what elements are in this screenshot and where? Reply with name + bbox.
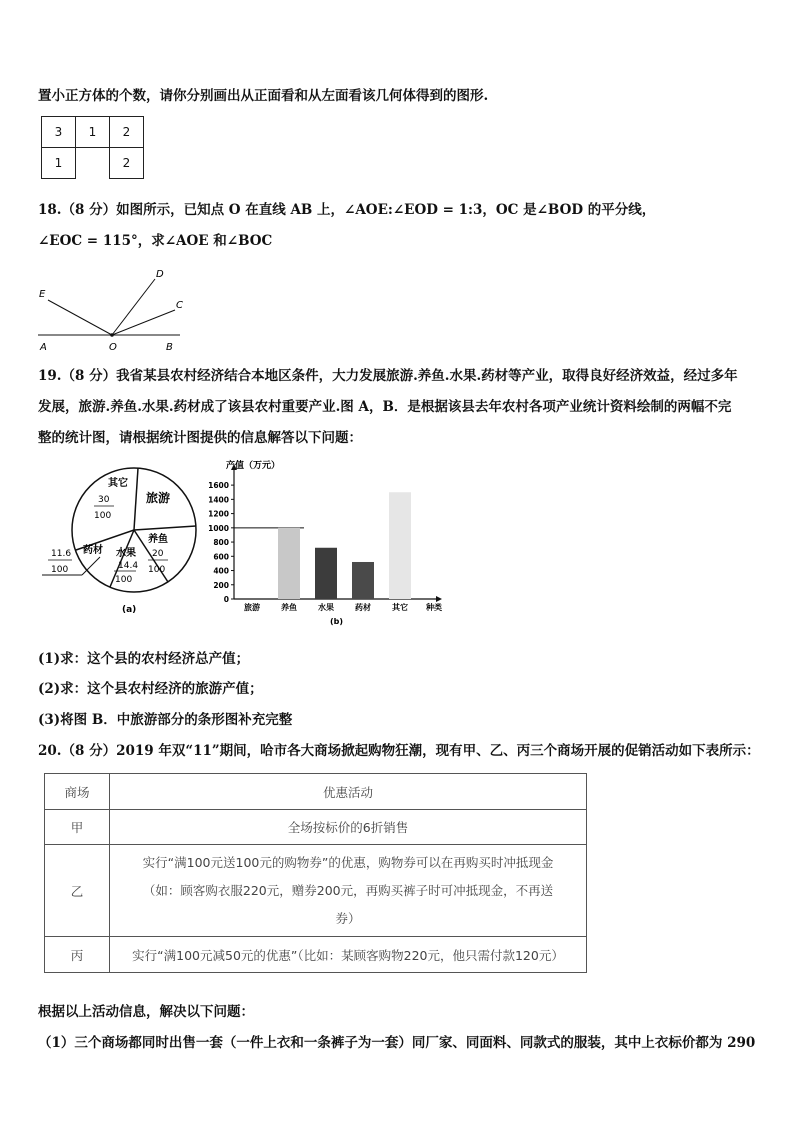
- activity-text: 全场按标价的6折销售: [110, 810, 587, 845]
- y-tick-label: 1000: [208, 523, 229, 533]
- label-b: B: [166, 342, 173, 352]
- activity-text: 实行“满100元减50元的优惠”（比如：某顾客购物220元，他只需付款120元）: [110, 937, 587, 973]
- label-e: E: [39, 289, 46, 300]
- label-d: D: [156, 269, 164, 280]
- bar-2: [315, 548, 337, 599]
- ray-oe: [48, 300, 112, 335]
- store-name: 甲: [45, 810, 110, 845]
- y-tick-label: 0: [223, 595, 229, 604]
- y-tick-label: 200: [213, 580, 229, 590]
- intro-text: 置小正方体的个数，请你分别画出从正面看和从左面看该几何体得到的图形.: [38, 88, 489, 104]
- q18-line1: 18.（8 分）如图所示，已知点 O 在直线 AB 上，∠AOE:∠EOD = 1:3，OC 是∠BOD 的平分线，: [38, 202, 656, 218]
- pie-divider: [134, 526, 196, 530]
- q19-line1: 19.（8 分）我省某县农村经济结合本地区条件，大力发展旅游.养鱼.水果.药材等产业，取得良好经济效益，经过多年: [38, 368, 738, 384]
- category-label: 旅游: [244, 603, 260, 612]
- grid-cell: 3: [42, 117, 76, 148]
- grid-cell: 1: [76, 117, 110, 148]
- cube-count-grid: [41, 116, 144, 179]
- x-axis-label: 种类: [426, 603, 442, 612]
- label-a: A: [40, 342, 47, 352]
- q19-line2: 发展，旅游.养鱼.水果.药材成了该县农村重要产业.图 A，B．是根据该县去年农村各项产业统计资料绘制的两幅不完: [38, 399, 732, 415]
- pie-divider: [134, 468, 138, 530]
- y-axis-label: 产值（万元）: [226, 461, 281, 471]
- pie-caption: (a): [122, 605, 137, 615]
- activity-line: 券）: [335, 910, 361, 926]
- slice-fruit-label: 水果: [116, 548, 136, 559]
- bar-caption: (b): [330, 617, 344, 626]
- category-label: 养鱼: [281, 603, 297, 612]
- label-c: C: [176, 300, 183, 311]
- bar-1: [278, 528, 300, 599]
- slice-other-den: 100: [94, 511, 112, 521]
- q19-line3: 整的统计图，请根据统计图提供的信息解答以下问题：: [38, 430, 362, 446]
- q18-line2: ∠EOC = 115°，求∠AOE 和∠BOC: [38, 233, 273, 249]
- label-o: O: [109, 342, 117, 352]
- header-store: 商场: [45, 774, 110, 810]
- angle-diagram: [30, 262, 200, 352]
- grid-cell: 2: [110, 117, 144, 148]
- activity-line: （如：顾客购衣服220元，赠券200元，再购买裤子时可冲抵现金，不再送: [142, 882, 554, 898]
- y-tick-label: 600: [213, 552, 229, 562]
- q19-sub2: (2)求：这个县农村经济的旅游产值；: [38, 681, 263, 697]
- category-labels: [244, 602, 408, 612]
- promotion-table: [44, 773, 587, 973]
- slice-herb-num: 11.6: [51, 549, 72, 559]
- slice-herb-den: 100: [51, 565, 69, 575]
- y-tick-label: 1200: [208, 509, 229, 519]
- q20-after: 根据以上活动信息，解决以下问题：: [38, 1004, 254, 1020]
- q20-line1: 20.（8 分）2019 年双“11”期间，哈市各大商场掀起购物狂潮，现有甲、乙、丙三个商场开展的促销活动如下表所示：: [38, 743, 760, 759]
- y-tick-label: 1600: [208, 481, 229, 491]
- q19-sub1: (1)求：这个县的农村经济总产值；: [38, 651, 250, 667]
- leader-line: [82, 557, 100, 575]
- activity-text: [110, 845, 587, 937]
- bars: [278, 492, 411, 599]
- grid-cell: 2: [110, 148, 144, 179]
- grid-cell: [76, 148, 110, 179]
- point-o: [110, 333, 114, 337]
- grid-cell: 1: [42, 148, 76, 179]
- slice-other-num: 30: [98, 495, 110, 505]
- slice-herb-label: 药材: [83, 545, 103, 556]
- header-activity: 优惠活动: [110, 774, 587, 810]
- slice-fruit-num: 14.4: [118, 561, 139, 571]
- slice-fish-num: 20: [152, 549, 164, 559]
- activity-line: 实行“满100元送100元的购物券”的优惠，购物券可以在再购买时冲抵现金: [142, 854, 554, 870]
- slice-tour-label: 旅游: [146, 491, 171, 505]
- slice-other-label: 其它: [108, 478, 128, 489]
- category-label: 药材: [355, 603, 371, 612]
- pie-chart: [38, 462, 208, 620]
- q20-sub1: （1）三个商场都同时出售一套（一件上衣和一条裤子为一套）同厂家、同面料、同款式的服装，其中上衣标价都为 290: [38, 1035, 756, 1051]
- slice-fish-den: 100: [148, 565, 166, 575]
- category-label: 其它: [392, 603, 408, 612]
- y-tick-label: 800: [213, 538, 229, 548]
- slice-fish-label: 养鱼: [148, 534, 168, 545]
- bar-chart: [204, 458, 454, 628]
- q19-sub3: (3)将图 B．中旅游部分的条形图补充完整: [38, 712, 293, 728]
- y-tick-label: 400: [213, 566, 229, 576]
- y-tick-labels: [208, 481, 234, 604]
- slice-fruit-den: 100: [115, 575, 133, 585]
- bar-4: [389, 492, 411, 599]
- x-axis-arrow: [436, 596, 442, 602]
- bar-3: [352, 562, 374, 599]
- store-name: 乙: [45, 845, 110, 937]
- category-label: 水果: [318, 603, 334, 612]
- store-name: 丙: [45, 937, 110, 973]
- y-tick-label: 1400: [208, 495, 229, 505]
